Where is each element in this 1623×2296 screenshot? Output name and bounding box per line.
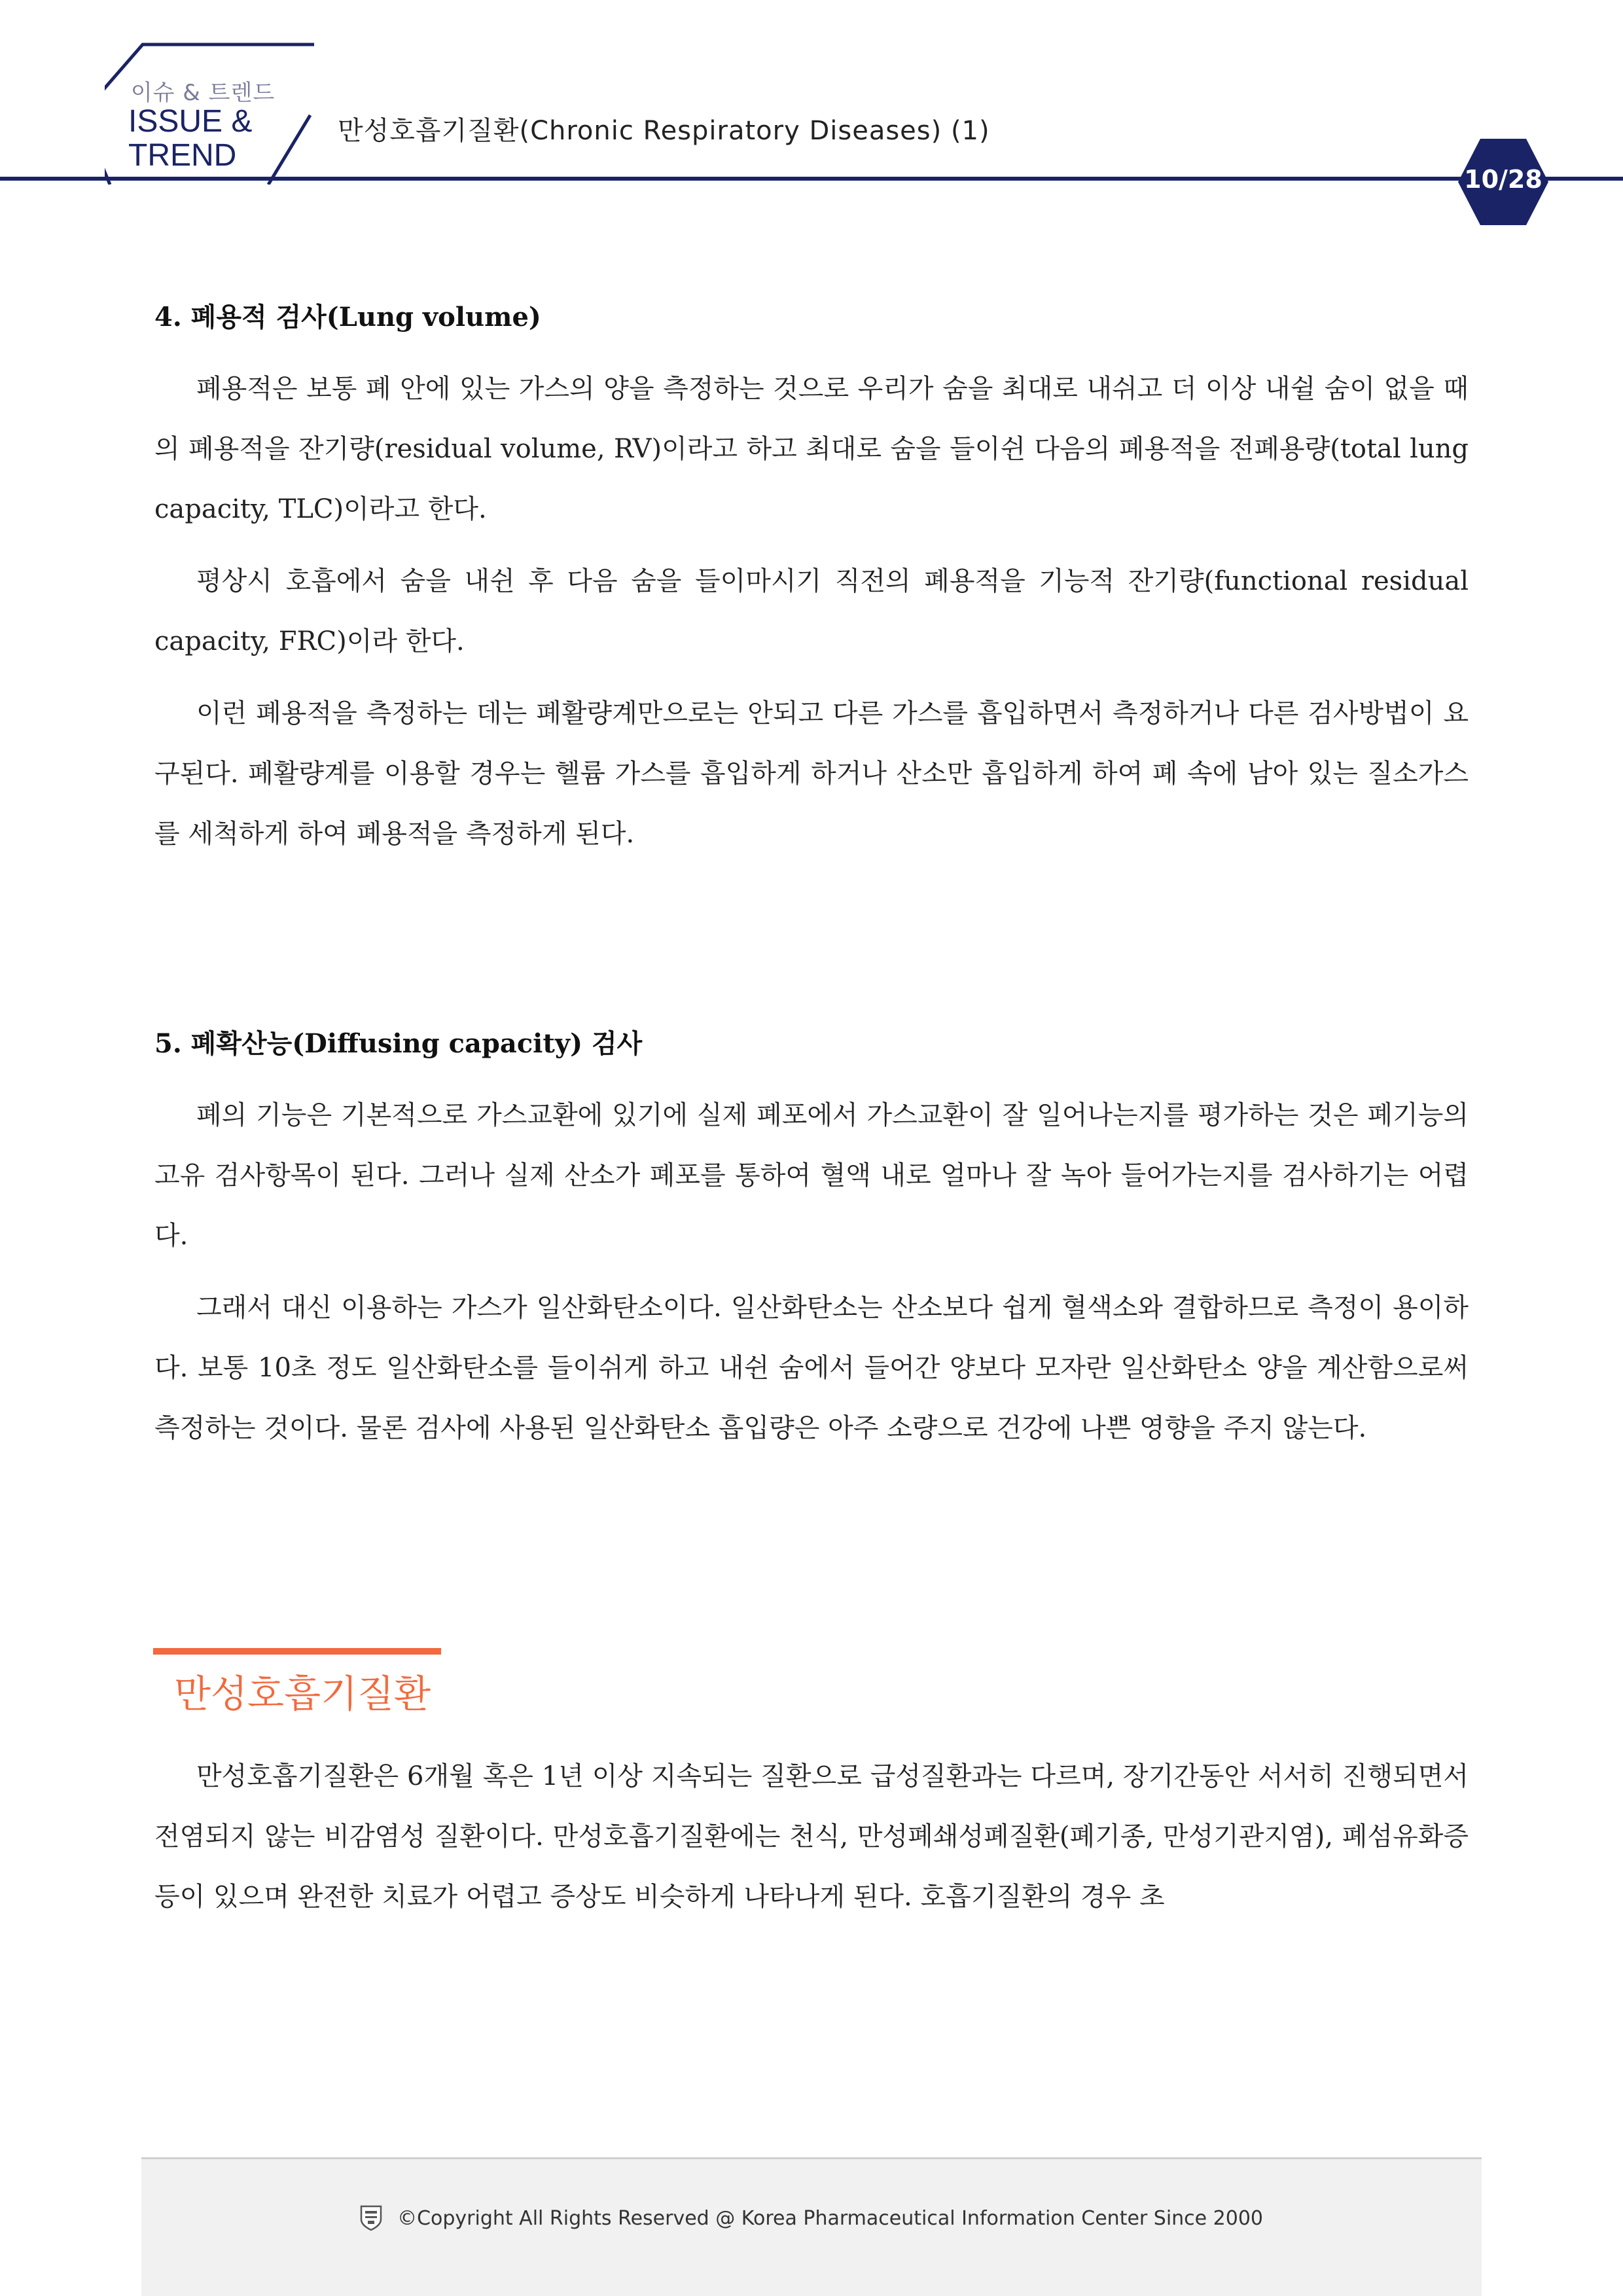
section-title: 만성호흡기질환 bbox=[174, 1672, 431, 1716]
badge-english-label-line1: ISSUE & bbox=[128, 104, 253, 139]
section-diffusing-capacity bbox=[154, 1014, 1469, 1458]
page-number: 10/28 bbox=[1464, 165, 1543, 194]
section-heading: 5. 폐확산능(Diffusing capacity) 검사 bbox=[154, 1028, 643, 1059]
document-body bbox=[154, 288, 1469, 1927]
kpic-shield-icon bbox=[360, 2205, 382, 2231]
section-heading: 4. 폐용적 검사(Lung volume) bbox=[154, 302, 541, 332]
paragraph: 평상시 호흡에서 숨을 내쉰 후 다음 숨을 들이마시기 직전의 폐용적을 기능적 잔기량(functional residual capacity, FRC)이라 한다. bbox=[154, 566, 1469, 656]
paragraph: 만성호흡기질환은 6개월 혹은 1년 이상 지속되는 질환으로 급성질환과는 다르며, 장기간동안 서서히 진행되면서 전염되지 않는 비감염성 질환이다. 만성호흡기질환에는 천식, 만성폐쇄성폐질환(폐기종, 만성기관지염), 폐섬유화증 등이 있으며 완전한 치료가 어렵고 증상도 비슷하게 나타나게 된다. 호흡기질환의 경우 초 bbox=[154, 1761, 1469, 1912]
paragraph: 폐의 기능은 기본적으로 가스교환에 있기에 실제 폐포에서 가스교환이 잘 일어나는지를 평가하는 것은 폐기능의 고유 검사항목이 된다. 그러나 실제 산소가 폐포를 통하여 혈액 내로 얼마나 잘 녹아 들어가는지를 검사하기는 어렵다. bbox=[154, 1100, 1469, 1251]
badge-korean-label: 이슈 & 트렌드 bbox=[130, 80, 276, 106]
paragraph: 폐용적은 보통 폐 안에 있는 가스의 양을 측정하는 것으로 우리가 숨을 최대로 내쉬고 더 이상 내쉴 숨이 없을 때의 폐용적을 잔기량(residual volume, RV)이라고 하고 최대로 숨을 들이쉰 다음의 폐용적을 전폐용량(total lung capacity, TLC)이라고 한다. bbox=[154, 374, 1469, 524]
document-title: 만성호흡기질환(Chronic Respiratory Diseases) (1) bbox=[338, 116, 990, 146]
section-chronic-respiratory-diseases bbox=[154, 1648, 1469, 1927]
footer bbox=[141, 2157, 1482, 2296]
section-lung-volume bbox=[154, 288, 1469, 864]
copyright-text: ©Copyright All Rights Reserved @ Korea Pharmaceutical Information Center Since 2000 bbox=[397, 2206, 1264, 2230]
section-title-rule bbox=[153, 1648, 441, 1655]
badge-english-label-line2: TREND bbox=[128, 138, 237, 173]
paragraph: 그래서 대신 이용하는 가스가 일산화탄소이다. 일산화탄소는 산소보다 쉽게 혈색소와 결합하므로 측정이 용이하다. 보통 10초 정도 일산화탄소를 들이쉬게 하고 내쉰 숨에서 들어간 양보다 모자란 일산화탄소 양을 계산함으로써 측정하는 것이다. 물론 검사에 사용된 일산화탄소 흡입량은 아주 소량으로 건강에 나쁜 영향을 주지 않는다. bbox=[154, 1293, 1469, 1443]
paragraph: 이런 폐용적을 측정하는 데는 폐활량계만으로는 안되고 다른 가스를 흡입하면서 측정하거나 다른 검사방법이 요구된다. 폐활량계를 이용할 경우는 헬륨 가스를 흡입하게 하거나 산소만 흡입하게 하여 폐 속에 남아 있는 질소가스를 세척하게 하여 폐용적을 측정하게 된다. bbox=[154, 698, 1469, 849]
